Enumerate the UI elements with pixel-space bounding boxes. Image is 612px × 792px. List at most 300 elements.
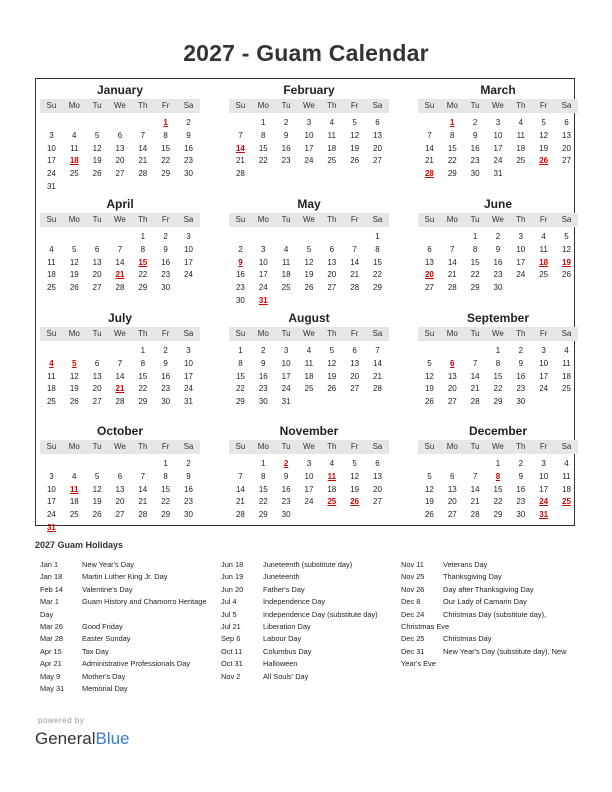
day-cell[interactable]: 16 [161, 371, 171, 381]
day-cell[interactable]: 19 [92, 497, 102, 507]
day-cell[interactable]: 13 [562, 130, 571, 140]
day-cell[interactable]: 27 [92, 283, 102, 293]
day-cell[interactable]: 12 [424, 484, 434, 494]
day-cell[interactable]: 23 [235, 283, 245, 293]
holiday-day-cell[interactable]: 25 [327, 497, 337, 507]
day-cell[interactable]: 13 [92, 371, 102, 381]
day-cell[interactable]: 3 [261, 244, 266, 254]
day-cell[interactable]: 4 [72, 130, 77, 140]
day-cell[interactable]: 21 [470, 497, 480, 507]
day-cell[interactable]: 16 [516, 484, 526, 494]
day-cell[interactable]: 1 [495, 346, 501, 355]
day-cell[interactable]: 1 [261, 118, 266, 127]
day-cell[interactable]: 29 [493, 397, 503, 407]
day-cell[interactable]: 24 [281, 384, 291, 394]
day-cell[interactable]: 8 [450, 130, 455, 140]
day-cell[interactable]: 18 [516, 143, 526, 153]
day-cell[interactable]: 20 [447, 497, 457, 507]
day-cell[interactable]: 30 [184, 510, 193, 520]
day-cell[interactable]: 30 [493, 283, 503, 293]
holiday-day-cell[interactable]: 31 [258, 295, 268, 305]
holiday-day-cell[interactable]: 31 [539, 510, 549, 520]
holiday-day-cell[interactable]: 18 [69, 156, 79, 166]
day-cell[interactable]: 9 [518, 358, 524, 368]
day-cell[interactable]: 21 [138, 156, 148, 166]
day-cell[interactable]: 15 [470, 257, 480, 267]
day-cell[interactable]: 9 [261, 358, 266, 368]
day-cell[interactable]: 25 [69, 169, 79, 179]
day-cell[interactable]: 11 [47, 257, 56, 267]
day-cell[interactable]: 20 [115, 156, 125, 166]
day-cell[interactable]: 5 [94, 130, 100, 140]
day-cell[interactable]: 30 [235, 295, 245, 305]
day-cell[interactable]: 22 [493, 384, 503, 394]
day-cell[interactable]: 29 [161, 169, 171, 179]
day-cell[interactable]: 4 [283, 244, 289, 254]
day-cell[interactable]: 1 [495, 459, 501, 468]
day-cell[interactable]: 12 [562, 244, 571, 254]
day-cell[interactable]: 7 [140, 471, 146, 481]
day-cell[interactable]: 2 [518, 459, 524, 468]
day-cell[interactable]: 18 [327, 484, 337, 494]
day-cell[interactable]: 7 [472, 471, 478, 481]
day-cell[interactable]: 3 [49, 130, 54, 140]
day-cell[interactable]: 5 [352, 459, 357, 468]
day-cell[interactable]: 14 [115, 257, 125, 267]
day-cell[interactable]: 23 [161, 384, 171, 394]
day-cell[interactable]: 13 [350, 358, 360, 368]
day-cell[interactable]: 3 [518, 232, 524, 241]
day-cell[interactable]: 23 [516, 384, 526, 394]
day-cell[interactable]: 8 [140, 244, 146, 254]
day-cell[interactable]: 30 [184, 169, 193, 179]
day-cell[interactable]: 3 [49, 471, 54, 481]
day-cell[interactable]: 28 [350, 283, 360, 293]
day-cell[interactable]: 2 [472, 118, 478, 127]
day-cell[interactable]: 25 [46, 397, 56, 407]
day-cell[interactable]: 1 [163, 459, 168, 468]
day-cell[interactable]: 31 [46, 181, 56, 191]
day-cell[interactable]: 6 [117, 130, 123, 140]
day-cell[interactable]: 22 [235, 384, 245, 394]
day-cell[interactable]: 13 [115, 143, 125, 153]
holiday-day-cell[interactable]: 8 [495, 471, 501, 481]
day-cell[interactable]: 26 [562, 270, 571, 280]
day-cell[interactable]: 15 [447, 143, 457, 153]
day-cell[interactable]: 23 [516, 497, 526, 507]
day-cell[interactable]: 15 [373, 257, 382, 267]
day-cell[interactable]: 7 [117, 358, 123, 368]
day-cell[interactable]: 8 [238, 358, 243, 368]
day-cell[interactable]: 6 [375, 118, 380, 127]
day-cell[interactable]: 8 [140, 358, 146, 368]
day-cell[interactable]: 8 [261, 471, 266, 481]
day-cell[interactable]: 20 [447, 384, 457, 394]
day-cell[interactable]: 28 [235, 510, 245, 520]
holiday-day-cell[interactable]: 25 [562, 497, 571, 507]
day-cell[interactable]: 9 [186, 130, 191, 140]
day-cell[interactable]: 12 [350, 130, 360, 140]
day-cell[interactable]: 31 [493, 169, 503, 179]
day-cell[interactable]: 3 [541, 459, 546, 468]
day-cell[interactable]: 5 [329, 346, 335, 355]
day-cell[interactable]: 20 [92, 270, 102, 280]
day-cell[interactable]: 20 [327, 270, 337, 280]
day-cell[interactable]: 11 [562, 358, 571, 368]
day-cell[interactable]: 9 [283, 130, 289, 140]
holiday-day-cell[interactable]: 4 [49, 358, 54, 368]
day-cell[interactable]: 13 [447, 371, 457, 381]
day-cell[interactable]: 16 [493, 257, 503, 267]
day-cell[interactable]: 19 [304, 270, 314, 280]
day-cell[interactable]: 29 [373, 283, 382, 293]
day-cell[interactable]: 25 [281, 283, 291, 293]
day-cell[interactable]: 24 [493, 156, 503, 166]
day-cell[interactable]: 22 [447, 156, 457, 166]
day-cell[interactable]: 17 [46, 497, 56, 507]
day-cell[interactable]: 30 [516, 510, 526, 520]
day-cell[interactable]: 8 [472, 244, 478, 254]
day-cell[interactable]: 26 [327, 384, 337, 394]
day-cell[interactable]: 26 [350, 156, 360, 166]
day-cell[interactable]: 25 [69, 510, 79, 520]
day-cell[interactable]: 6 [352, 346, 357, 355]
day-cell[interactable]: 16 [281, 143, 291, 153]
day-cell[interactable]: 21 [470, 384, 480, 394]
day-cell[interactable]: 21 [138, 497, 148, 507]
day-cell[interactable]: 4 [306, 346, 312, 355]
day-cell[interactable]: 28 [138, 510, 148, 520]
holiday-day-cell[interactable]: 11 [70, 484, 79, 494]
day-cell[interactable]: 28 [447, 283, 457, 293]
day-cell[interactable]: 16 [470, 143, 480, 153]
day-cell[interactable]: 27 [373, 156, 382, 166]
day-cell[interactable]: 9 [518, 471, 524, 481]
day-cell[interactable]: 12 [92, 484, 102, 494]
day-cell[interactable]: 17 [539, 484, 549, 494]
day-cell[interactable]: 10 [493, 130, 503, 140]
day-cell[interactable]: 18 [281, 270, 291, 280]
day-cell[interactable]: 28 [470, 510, 480, 520]
day-cell[interactable]: 7 [238, 471, 243, 481]
day-cell[interactable]: 13 [424, 257, 434, 267]
day-cell[interactable]: 5 [564, 232, 569, 241]
day-cell[interactable]: 21 [424, 156, 434, 166]
day-cell[interactable]: 17 [539, 371, 549, 381]
day-cell[interactable]: 7 [117, 244, 123, 254]
day-cell[interactable]: 17 [184, 257, 193, 267]
day-cell[interactable]: 21 [373, 371, 382, 381]
day-cell[interactable]: 24 [46, 510, 56, 520]
day-cell[interactable]: 25 [516, 156, 526, 166]
day-cell[interactable]: 15 [493, 371, 503, 381]
day-cell[interactable]: 9 [472, 130, 478, 140]
generalblue-logo[interactable] [35, 729, 130, 749]
day-cell[interactable]: 12 [69, 257, 79, 267]
day-cell[interactable]: 26 [69, 397, 79, 407]
day-cell[interactable]: 20 [373, 143, 382, 153]
day-cell[interactable]: 4 [329, 459, 335, 468]
day-cell[interactable]: 3 [186, 232, 191, 241]
day-cell[interactable]: 31 [281, 397, 291, 407]
day-cell[interactable]: 22 [161, 156, 171, 166]
day-cell[interactable]: 29 [138, 283, 148, 293]
day-cell[interactable]: 2 [261, 346, 266, 355]
day-cell[interactable]: 18 [304, 371, 314, 381]
day-cell[interactable]: 20 [373, 484, 382, 494]
day-cell[interactable]: 22 [493, 497, 503, 507]
day-cell[interactable]: 26 [304, 283, 314, 293]
day-cell[interactable]: 27 [424, 283, 434, 293]
day-cell[interactable]: 5 [541, 118, 546, 127]
day-cell[interactable]: 8 [495, 358, 501, 368]
day-cell[interactable]: 18 [562, 371, 571, 381]
day-cell[interactable]: 21 [447, 270, 457, 280]
day-cell[interactable]: 12 [92, 143, 102, 153]
day-cell[interactable]: 12 [424, 371, 434, 381]
day-cell[interactable]: 18 [562, 484, 571, 494]
day-cell[interactable]: 5 [72, 244, 77, 254]
day-cell[interactable]: 4 [329, 118, 335, 127]
day-cell[interactable]: 9 [163, 358, 168, 368]
holiday-day-cell[interactable]: 2 [283, 459, 289, 468]
day-cell[interactable]: 9 [163, 244, 168, 254]
day-cell[interactable]: 29 [161, 510, 171, 520]
day-cell[interactable]: 2 [186, 118, 191, 127]
day-cell[interactable]: 27 [447, 510, 457, 520]
day-cell[interactable]: 31 [184, 397, 193, 407]
day-cell[interactable]: 29 [470, 283, 480, 293]
day-cell[interactable]: 4 [564, 459, 569, 468]
day-cell[interactable]: 23 [281, 156, 291, 166]
day-cell[interactable]: 25 [539, 270, 549, 280]
day-cell[interactable]: 6 [329, 244, 335, 254]
day-cell[interactable]: 17 [46, 156, 56, 166]
day-cell[interactable]: 9 [495, 244, 501, 254]
day-cell[interactable]: 28 [115, 397, 125, 407]
day-cell[interactable]: 26 [69, 283, 79, 293]
day-cell[interactable]: 10 [184, 244, 193, 254]
day-cell[interactable]: 24 [304, 497, 314, 507]
day-cell[interactable]: 25 [327, 156, 337, 166]
day-cell[interactable]: 7 [375, 346, 380, 355]
day-cell[interactable]: 27 [92, 397, 102, 407]
day-cell[interactable]: 17 [281, 371, 291, 381]
day-cell[interactable]: 22 [161, 497, 171, 507]
day-cell[interactable]: 10 [516, 244, 526, 254]
day-cell[interactable]: 20 [92, 384, 102, 394]
holiday-day-cell[interactable]: 1 [163, 118, 168, 127]
holiday-day-cell[interactable]: 31 [46, 522, 56, 532]
day-cell[interactable]: 2 [495, 232, 501, 241]
day-cell[interactable]: 2 [186, 459, 191, 468]
day-cell[interactable]: 18 [46, 270, 56, 280]
day-cell[interactable]: 20 [115, 497, 125, 507]
day-cell[interactable]: 14 [115, 371, 125, 381]
day-cell[interactable]: 27 [327, 283, 337, 293]
day-cell[interactable]: 3 [186, 346, 191, 355]
day-cell[interactable]: 24 [258, 283, 268, 293]
day-cell[interactable]: 30 [161, 397, 171, 407]
day-cell[interactable]: 3 [283, 346, 289, 355]
day-cell[interactable]: 30 [281, 510, 291, 520]
day-cell[interactable]: 14 [470, 371, 480, 381]
day-cell[interactable]: 6 [94, 244, 100, 254]
holiday-day-cell[interactable]: 26 [350, 497, 360, 507]
day-cell[interactable]: 30 [470, 169, 480, 179]
day-cell[interactable]: 27 [562, 156, 571, 166]
day-cell[interactable]: 3 [541, 346, 546, 355]
day-cell[interactable]: 30 [516, 397, 526, 407]
day-cell[interactable]: 26 [424, 510, 434, 520]
day-cell[interactable]: 1 [472, 232, 478, 241]
day-cell[interactable]: 11 [304, 358, 314, 368]
day-cell[interactable]: 14 [470, 484, 480, 494]
day-cell[interactable]: 10 [304, 130, 314, 140]
day-cell[interactable]: 12 [350, 471, 360, 481]
day-cell[interactable]: 2 [163, 346, 168, 355]
day-cell[interactable]: 18 [46, 384, 56, 394]
day-cell[interactable]: 19 [424, 497, 434, 507]
day-cell[interactable]: 6 [450, 471, 455, 481]
holiday-day-cell[interactable]: 5 [72, 358, 77, 368]
day-cell[interactable]: 3 [306, 459, 312, 468]
day-cell[interactable]: 17 [304, 484, 314, 494]
day-cell[interactable]: 8 [261, 130, 266, 140]
day-cell[interactable]: 19 [92, 156, 102, 166]
day-cell[interactable]: 10 [281, 358, 291, 368]
day-cell[interactable]: 1 [238, 346, 243, 355]
day-cell[interactable]: 16 [184, 143, 193, 153]
day-cell[interactable]: 1 [375, 232, 380, 241]
holiday-day-cell[interactable]: 14 [235, 143, 245, 153]
day-cell[interactable]: 22 [138, 384, 148, 394]
day-cell[interactable]: 11 [516, 130, 525, 140]
day-cell[interactable]: 15 [258, 143, 268, 153]
day-cell[interactable]: 17 [516, 257, 526, 267]
day-cell[interactable]: 22 [470, 270, 480, 280]
day-cell[interactable]: 20 [562, 143, 571, 153]
day-cell[interactable]: 4 [564, 346, 569, 355]
day-cell[interactable]: 18 [69, 497, 79, 507]
day-cell[interactable]: 15 [235, 371, 245, 381]
day-cell[interactable]: 13 [447, 484, 457, 494]
day-cell[interactable]: 16 [184, 484, 193, 494]
day-cell[interactable]: 11 [562, 471, 571, 481]
day-cell[interactable]: 1 [261, 459, 266, 468]
day-cell[interactable]: 8 [163, 471, 168, 481]
day-cell[interactable]: 11 [539, 244, 548, 254]
day-cell[interactable]: 23 [470, 156, 480, 166]
day-cell[interactable]: 19 [539, 143, 549, 153]
day-cell[interactable]: 21 [350, 270, 360, 280]
day-cell[interactable]: 11 [327, 130, 336, 140]
day-cell[interactable]: 24 [304, 156, 314, 166]
day-cell[interactable]: 23 [161, 270, 171, 280]
day-cell[interactable]: 12 [304, 257, 314, 267]
day-cell[interactable]: 23 [281, 497, 291, 507]
day-cell[interactable]: 13 [92, 257, 102, 267]
holiday-day-cell[interactable]: 9 [238, 257, 243, 267]
holiday-day-cell[interactable]: 11 [327, 471, 337, 481]
day-cell[interactable]: 28 [470, 397, 480, 407]
day-cell[interactable]: 15 [493, 484, 503, 494]
day-cell[interactable]: 29 [493, 510, 503, 520]
day-cell[interactable]: 6 [375, 459, 380, 468]
day-cell[interactable]: 2 [163, 232, 168, 241]
day-cell[interactable]: 4 [541, 232, 546, 241]
day-cell[interactable]: 19 [69, 270, 79, 280]
day-cell[interactable]: 16 [258, 371, 268, 381]
day-cell[interactable]: 19 [69, 384, 79, 394]
day-cell[interactable]: 11 [70, 143, 79, 153]
day-cell[interactable]: 7 [140, 130, 146, 140]
day-cell[interactable]: 25 [304, 384, 314, 394]
holiday-day-cell[interactable]: 1 [450, 118, 455, 127]
day-cell[interactable]: 8 [163, 130, 168, 140]
day-cell[interactable]: 27 [447, 397, 457, 407]
day-cell[interactable]: 19 [350, 143, 360, 153]
day-cell[interactable]: 15 [258, 484, 268, 494]
day-cell[interactable]: 7 [427, 130, 432, 140]
day-cell[interactable]: 25 [562, 384, 571, 394]
day-cell[interactable]: 9 [186, 471, 191, 481]
holiday-day-cell[interactable]: 20 [424, 270, 434, 280]
day-cell[interactable]: 27 [115, 169, 125, 179]
holiday-day-cell[interactable]: 24 [539, 497, 549, 507]
day-cell[interactable]: 23 [184, 497, 193, 507]
day-cell[interactable]: 22 [258, 497, 268, 507]
day-cell[interactable]: 15 [161, 484, 171, 494]
day-cell[interactable]: 15 [138, 371, 148, 381]
day-cell[interactable]: 21 [235, 156, 245, 166]
holiday-day-cell[interactable]: 15 [138, 257, 148, 267]
day-cell[interactable]: 17 [184, 371, 193, 381]
day-cell[interactable]: 27 [373, 497, 382, 507]
day-cell[interactable]: 27 [115, 510, 125, 520]
day-cell[interactable]: 12 [327, 358, 337, 368]
day-cell[interactable]: 28 [235, 169, 245, 179]
day-cell[interactable]: 6 [564, 118, 569, 127]
day-cell[interactable]: 12 [539, 130, 549, 140]
day-cell[interactable]: 3 [306, 118, 312, 127]
holiday-day-cell[interactable]: 19 [562, 257, 571, 267]
day-cell[interactable]: 12 [69, 371, 79, 381]
day-cell[interactable]: 30 [161, 283, 171, 293]
day-cell[interactable]: 10 [304, 471, 314, 481]
day-cell[interactable]: 6 [427, 244, 432, 254]
day-cell[interactable]: 24 [184, 384, 193, 394]
day-cell[interactable]: 5 [427, 471, 432, 481]
day-cell[interactable]: 26 [92, 169, 102, 179]
day-cell[interactable]: 20 [350, 371, 360, 381]
day-cell[interactable]: 28 [138, 169, 148, 179]
day-cell[interactable]: 29 [447, 169, 457, 179]
day-cell[interactable]: 2 [238, 244, 243, 254]
holiday-day-cell[interactable]: 28 [424, 169, 434, 179]
day-cell[interactable]: 7 [238, 130, 243, 140]
day-cell[interactable]: 14 [350, 257, 360, 267]
day-cell[interactable]: 2 [283, 118, 289, 127]
day-cell[interactable]: 4 [49, 244, 54, 254]
day-cell[interactable]: 10 [258, 257, 268, 267]
day-cell[interactable]: 24 [539, 384, 549, 394]
day-cell[interactable]: 16 [235, 270, 245, 280]
day-cell[interactable]: 28 [373, 384, 382, 394]
day-cell[interactable]: 6 [94, 358, 100, 368]
holiday-day-cell[interactable]: 18 [539, 257, 549, 267]
day-cell[interactable]: 16 [516, 371, 526, 381]
